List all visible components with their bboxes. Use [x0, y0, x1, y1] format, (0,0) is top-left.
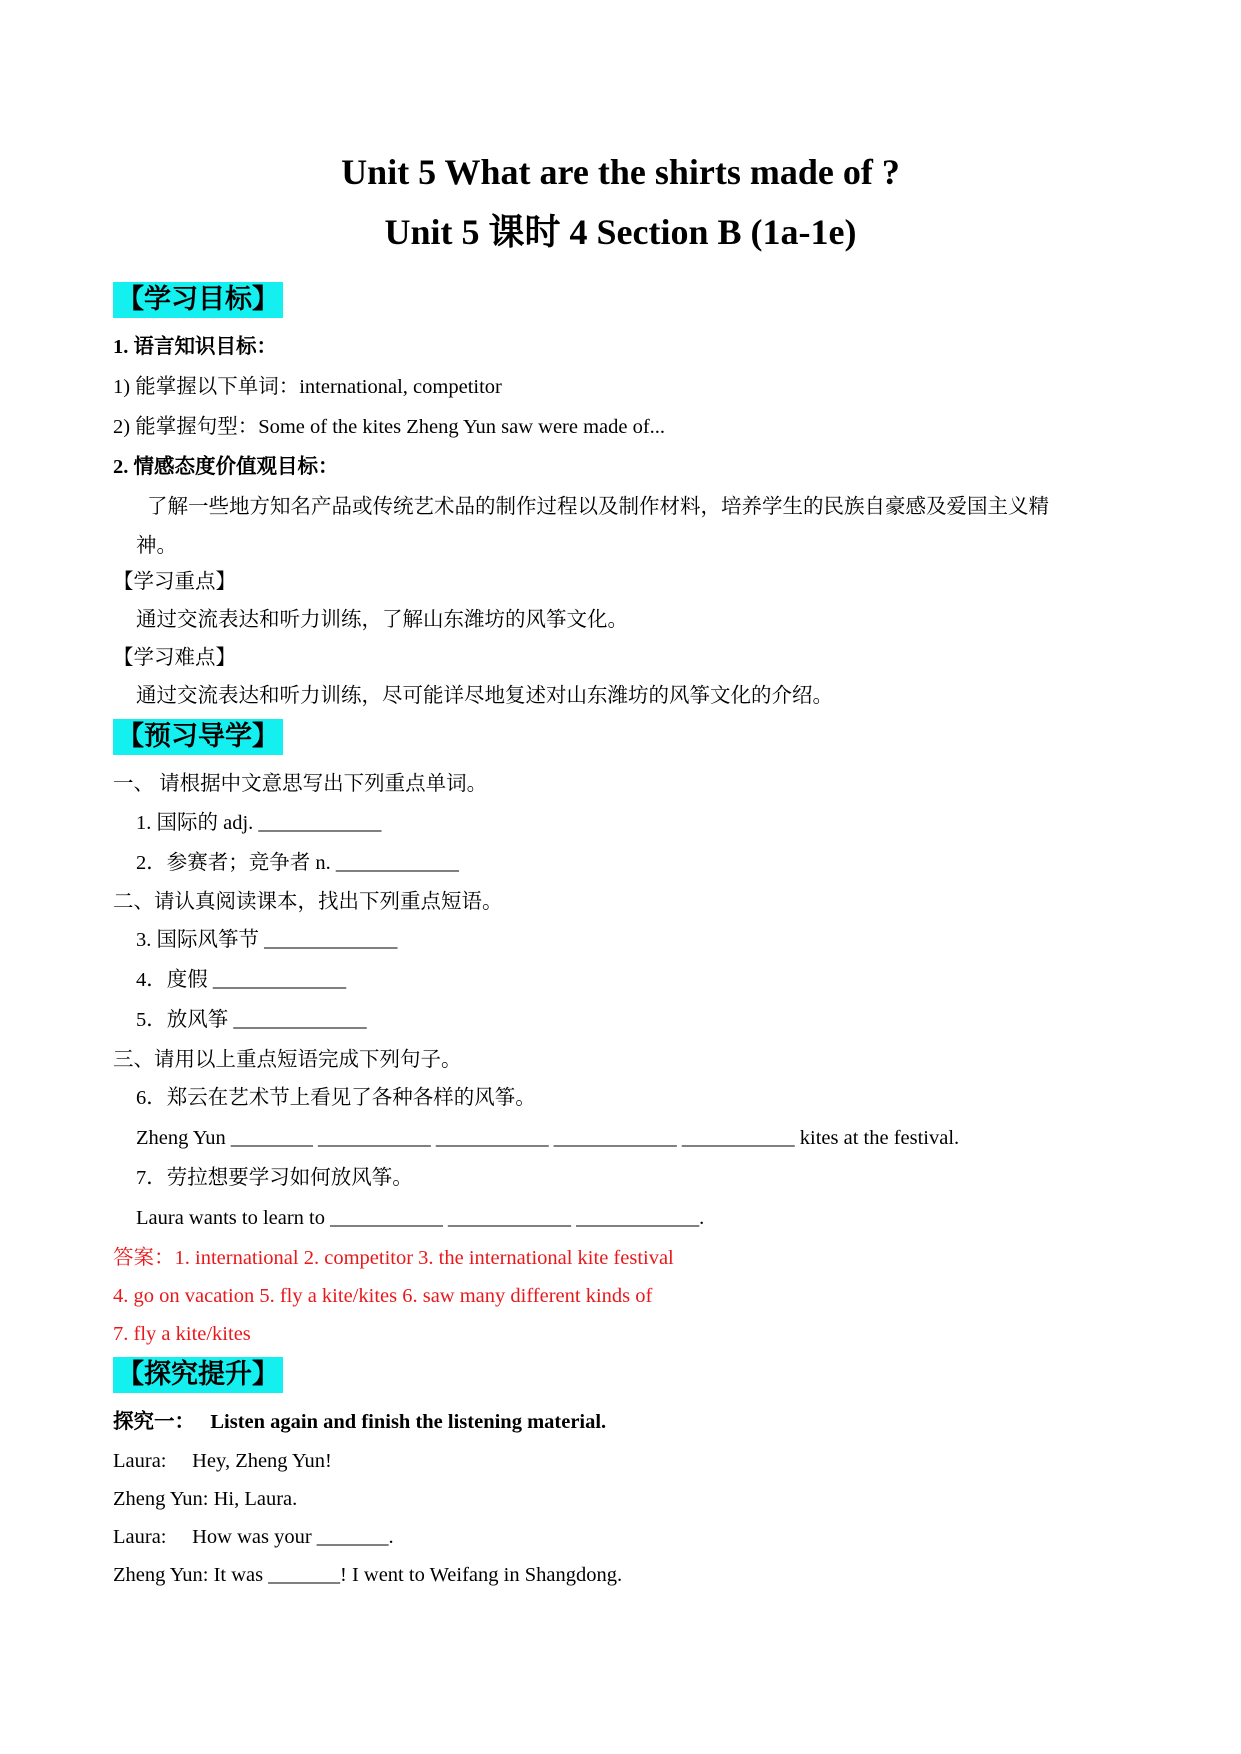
explore-task-label: 探究一：: [113, 1411, 195, 1433]
key-points-text: 通过交流表达和听力训练，了解山东潍坊的风筝文化。: [136, 609, 628, 631]
question-6-english: Zheng Yun ________ ___________ ___________ ____________ ___________ kites at the festival.: [136, 1127, 960, 1149]
document-subtitle: Unit 5 课时 4 Section B (1a-1e): [384, 212, 857, 252]
key-points-heading: 【学习重点】: [113, 571, 236, 593]
question-5: 5．放风筝 _____________: [136, 1009, 367, 1031]
question-6: 6．郑云在艺术节上看见了各种各样的风筝。: [136, 1087, 536, 1109]
goal1-item-b: 2) 能掌握句型：Some of the kites Zheng Yun saw were made of...: [113, 416, 666, 438]
goal1-heading: 1. 语言知识目标：: [113, 336, 277, 358]
question-3: 3. 国际风筝节 _____________: [136, 929, 398, 951]
preview-part3: 三、请用以上重点短语完成下列句子。: [113, 1049, 462, 1071]
goal2-heading: 2. 情感态度价值观目标：: [113, 456, 339, 478]
goal1-item-a: 1) 能掌握以下单词：international, competitor: [113, 376, 502, 398]
difficult-points-heading: 【学习难点】: [113, 647, 236, 669]
section-badge-preview: 【预习导学】: [113, 719, 283, 755]
question-7-english: Laura wants to learn to ___________ ____________ ____________.: [136, 1207, 705, 1229]
section-badge-explore: 【探究提升】: [113, 1357, 283, 1393]
answers-line2: 4. go on vacation 5. fly a kite/kites 6. saw many different kinds of: [113, 1285, 653, 1307]
explore-task-text: Listen again and finish the listening material.: [210, 1411, 607, 1433]
preview-part2: 二、请认真阅读课本，找出下列重点短语。: [113, 891, 503, 913]
question-7: 7．劳拉想要学习如何放风筝。: [136, 1167, 413, 1189]
dialogue-line-2: Zheng Yun: Hi, Laura.: [113, 1488, 298, 1510]
answers-line3: 7. fly a kite/kites: [113, 1323, 251, 1345]
explore-task: [113, 1408, 606, 1436]
goal2-text-line2: 神。: [136, 535, 177, 557]
dialogue-line-3: Laura: How was your _______.: [113, 1526, 394, 1548]
difficult-points-text: 通过交流表达和听力训练，尽可能详尽地复述对山东潍坊的风筝文化的介绍。: [136, 685, 833, 707]
question-1: 1. 国际的 adj. ____________: [136, 812, 382, 834]
document-title: Unit 5 What are the shirts made of ?: [341, 152, 900, 192]
answers-line1: 答案：1. international 2. competitor 3. the international kite festival: [113, 1247, 674, 1269]
section-badge-learning-goals: 【学习目标】: [113, 282, 283, 318]
question-4: 4．度假 _____________: [136, 969, 347, 991]
dialogue-line-4: Zheng Yun: It was _______! I went to Weifang in Shangdong.: [113, 1564, 623, 1586]
question-2: 2．参赛者；竞争者 n. ____________: [136, 852, 459, 874]
dialogue-line-1: Laura: Hey, Zheng Yun!: [113, 1450, 332, 1472]
goal2-text-line1: 了解一些地方知名产品或传统艺术品的制作过程以及制作材料，培养学生的民族自豪感及爱国主义精: [147, 496, 1049, 518]
preview-part1: 一、 请根据中文意思写出下列重点单词。: [113, 773, 488, 795]
